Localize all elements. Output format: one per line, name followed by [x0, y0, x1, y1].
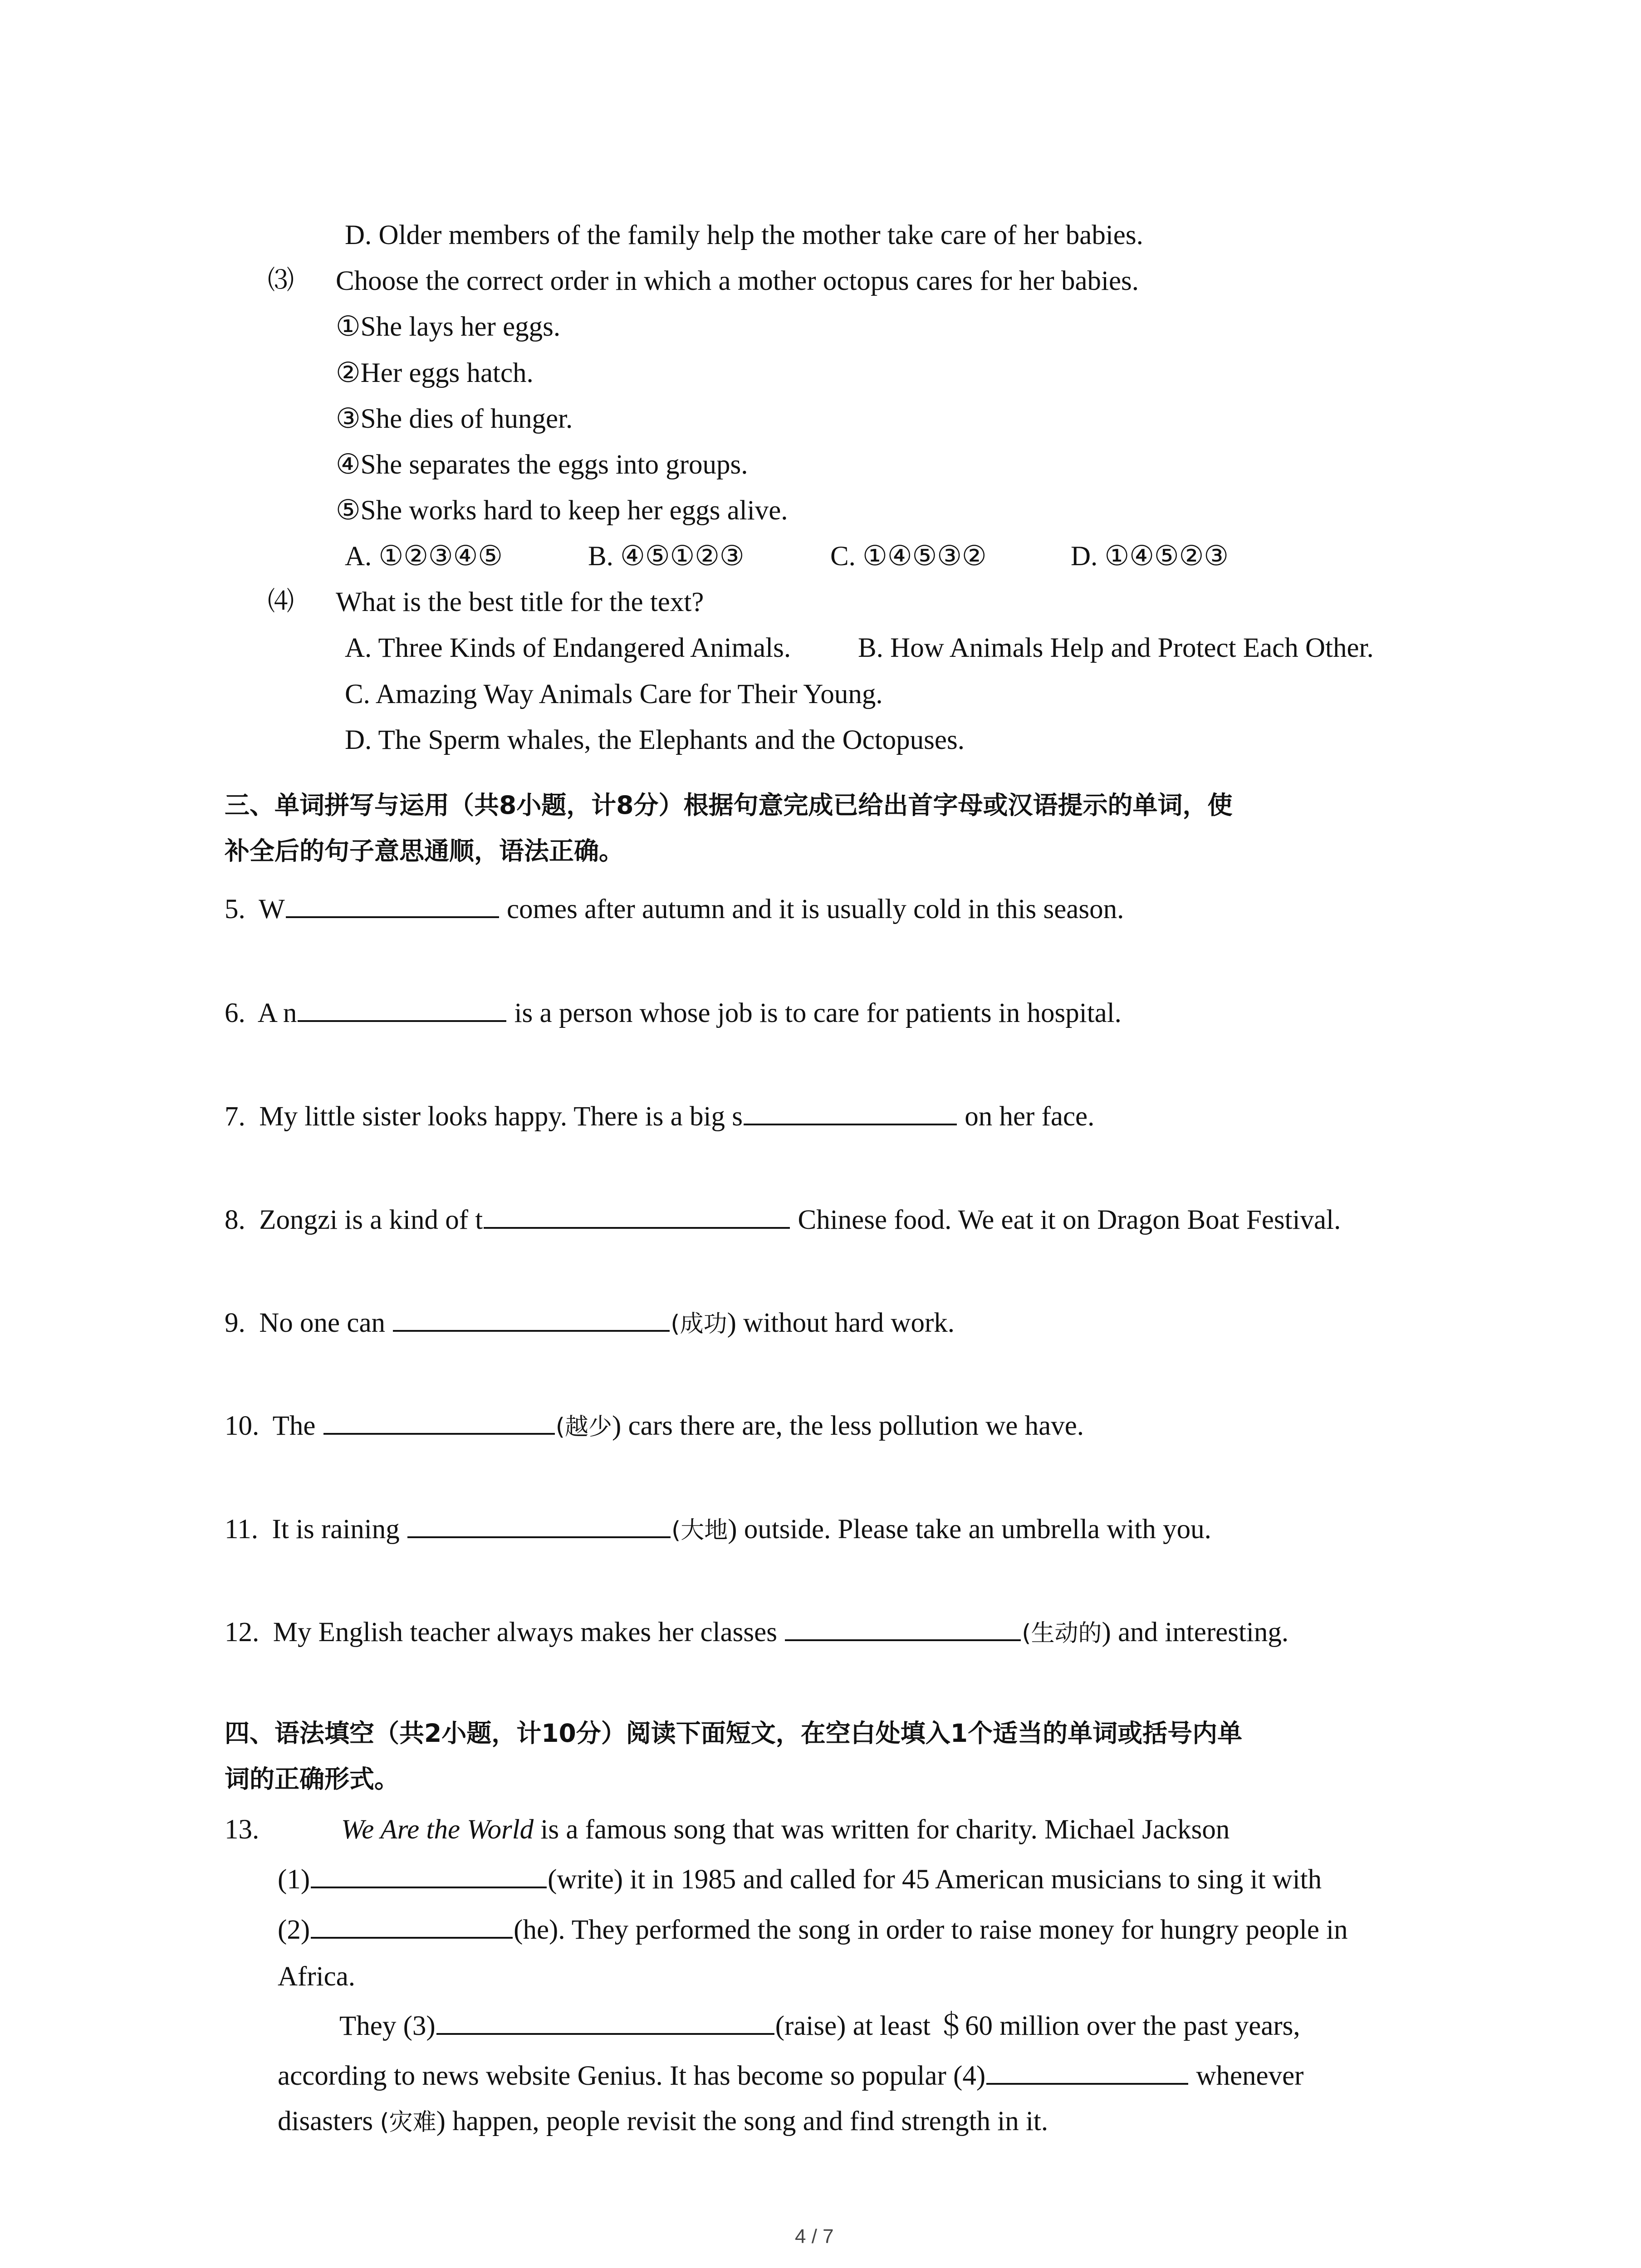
item-text-after: is a person whose job is to care for patients in hospital.	[514, 998, 1122, 1028]
section3-heading-line2: 补全后的句子意思通顺，语法正确。	[225, 836, 624, 865]
passage-line-6	[278, 2059, 1304, 2092]
q4-stem: What is the best title for the text?	[336, 587, 704, 617]
answer-blank-1[interactable]	[311, 1863, 547, 1888]
q3-step: ⑤She works hard to keep her eggs alive.	[336, 495, 788, 526]
q3-stem: Choose the correct order in which a mother octopus cares for her babies.	[336, 266, 1139, 296]
item-text-after: comes after autumn and it is usually cold in this season.	[506, 894, 1124, 924]
item-number: 9.	[225, 1308, 245, 1338]
q3-step: ④She separates the eggs into groups.	[336, 450, 748, 480]
passage-text: is a famous song that was written for charity. Michael Jackson	[540, 1814, 1230, 1845]
passage-text: (raise) at least ＄60 million over the past years,	[775, 2011, 1300, 2041]
q3-step: ③She dies of hunger.	[336, 404, 573, 434]
section4-heading-line1: 四、语法填空（共2小题，计10分）阅读下面短文，在空白处填入1个适当的单词或括号内单	[225, 1719, 1243, 1748]
section3-heading-line1: 三、单词拼写与运用（共8小题，计8分）根据句意完成已给出首字母或汉语提示的单词，使	[225, 791, 1233, 820]
passage-text: according to news website Genius. It has become so popular (4)	[278, 2061, 986, 2091]
chinese-hint: (生动的	[1022, 1620, 1102, 1647]
answer-blank-3[interactable]	[436, 2009, 774, 2035]
q13-number: 13.	[225, 1814, 260, 1845]
q4-option-a: A. Three Kinds of Endangered Animals.	[345, 633, 791, 663]
q4-option-c: C. Amazing Way Animals Care for Their Young.	[345, 679, 883, 709]
section4-heading-line2: 词的正确形式。	[225, 1765, 400, 1794]
passage-line-5	[339, 2009, 1300, 2043]
fill-item-10	[225, 1409, 1084, 1442]
fill-item-11	[225, 1513, 1211, 1546]
song-title: We Are the World	[341, 1814, 534, 1845]
q3-number: ⑶	[268, 265, 294, 295]
passage-text: whenever	[1196, 2061, 1304, 2091]
q3-step: ①She lays her eggs.	[336, 312, 561, 342]
q4-number: ⑷	[268, 587, 294, 616]
fill-item-5	[225, 893, 1124, 926]
item-text-after: ) cars there are, the less pollution we have.	[612, 1411, 1084, 1441]
blank-label: They (3)	[339, 2011, 436, 2041]
answer-blank[interactable]	[407, 1513, 671, 1538]
item-text-before: W	[259, 894, 285, 924]
answer-blank[interactable]	[393, 1306, 670, 1332]
answer-blank[interactable]	[323, 1409, 555, 1435]
answer-blank[interactable]	[785, 1616, 1021, 1641]
passage-text: (write) it in 1985 and called for 45 American musicians to sing it with	[548, 1864, 1322, 1895]
item-number: 10.	[225, 1411, 260, 1441]
item-number: 12.	[225, 1617, 260, 1647]
item-number: 11.	[225, 1514, 258, 1545]
item-number: 7.	[225, 1101, 245, 1132]
item-text-before: The	[272, 1411, 316, 1441]
answer-blank-4[interactable]	[986, 2059, 1188, 2085]
blank-label: (1)	[278, 1864, 310, 1895]
fill-item-9	[225, 1306, 955, 1339]
fill-item-6	[225, 997, 1122, 1030]
q3-step: ②Her eggs hatch.	[336, 358, 534, 388]
passage-line-1	[341, 1813, 1230, 1846]
chinese-hint: (成功	[671, 1310, 727, 1338]
fill-item-12	[225, 1616, 1288, 1649]
passage-line-2	[278, 1863, 1322, 1896]
passage-line-4: Africa.	[278, 1961, 356, 1992]
item-text-after: Chinese food. We eat it on Dragon Boat Festival.	[798, 1205, 1341, 1235]
item-number: 8.	[225, 1205, 245, 1235]
q3-option-c: C. ①④⑤③②	[830, 541, 987, 572]
passage-text: disasters	[278, 2106, 373, 2136]
q2-option-d: D. Older members of the family help the mother take care of her babies.	[345, 220, 1143, 250]
item-text-before: It is raining	[272, 1514, 400, 1545]
passage-line-3	[278, 1913, 1348, 1946]
answer-blank[interactable]	[744, 1100, 957, 1125]
item-text-before: No one can	[259, 1308, 386, 1338]
answer-blank[interactable]	[298, 997, 506, 1022]
q3-option-d: D. ①④⑤②③	[1071, 541, 1229, 572]
item-text-before: A n	[257, 998, 297, 1028]
answer-blank-2[interactable]	[311, 1913, 513, 1939]
item-number: 5.	[225, 894, 245, 924]
item-text-after: on her face.	[965, 1101, 1095, 1132]
fill-item-7	[225, 1100, 1094, 1133]
q3-option-a: A. ①②③④⑤	[345, 541, 503, 572]
item-text-after: ) without hard work.	[727, 1308, 955, 1338]
item-text-after: ) outside. Please take an umbrella with you.	[728, 1514, 1211, 1545]
passage-line-7	[278, 2105, 1048, 2138]
item-text-before: Zongzi is a kind of t	[259, 1205, 483, 1235]
answer-blank[interactable]	[484, 1203, 790, 1229]
item-text-before: My little sister looks happy. There is a big s	[259, 1101, 743, 1132]
q4-option-b: B. How Animals Help and Protect Each Other.	[858, 633, 1374, 663]
passage-text: (he). They performed the song in order to raise money for hungry people in	[514, 1915, 1348, 1945]
item-text-before: My English teacher always makes her classes	[273, 1617, 777, 1647]
q3-option-b: B. ④⑤①②③	[588, 541, 745, 572]
chinese-hint: (越少	[555, 1413, 612, 1441]
item-text-after: ) and interesting.	[1102, 1617, 1289, 1647]
chinese-hint: (大地	[671, 1517, 728, 1544]
answer-blank[interactable]	[286, 893, 499, 918]
item-number: 6.	[225, 998, 245, 1028]
blank-label: (2)	[278, 1915, 310, 1945]
chinese-gloss: (灾难	[380, 2109, 436, 2136]
q4-option-d: D. The Sperm whales, the Elephants and the Octopuses.	[345, 725, 965, 755]
page-number: 4 / 7	[795, 2225, 834, 2248]
fill-item-8	[225, 1203, 1341, 1237]
passage-text: ) happen, people revisit the song and find strength in it.	[436, 2106, 1048, 2136]
